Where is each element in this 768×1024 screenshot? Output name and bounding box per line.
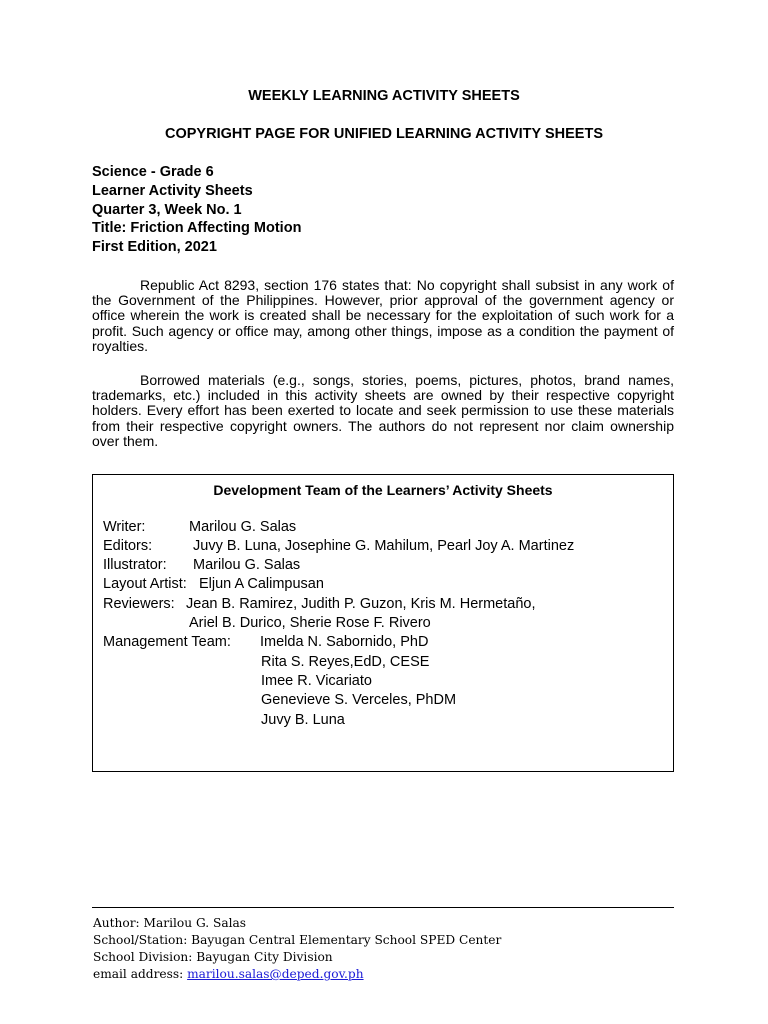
management-member: Rita S. Reyes,EdD, CESE	[261, 654, 430, 670]
management-row	[103, 634, 428, 650]
document-title: WEEKLY LEARNING ACTIVITY SHEETS	[248, 88, 520, 104]
reviewers-label: Reviewers:	[103, 596, 175, 612]
footer-divider	[92, 907, 674, 908]
management-member: Imelda N. Sabornido, PhD	[260, 634, 429, 650]
writer-label: Writer:	[103, 519, 146, 535]
meta-edition: First Edition, 2021	[92, 239, 217, 256]
borrowed-materials-paragraph	[92, 373, 674, 449]
document-meta	[92, 163, 301, 257]
reviewers-row-2	[189, 615, 431, 631]
borrowed-materials-text: Borrowed materials (e.g., songs, stories, poems, pictures, photos, brand names, trademarks, etc.) included in this activity sheets are owned by their respective copyright holders. Every effort has been exerted to locate and seek permission to use these materials from their respective copyright owners. The authors do not represent nor claim ownership over them.	[92, 372, 674, 449]
meta-subject: Science - Grade 6	[92, 164, 214, 180]
layout-artist-value: Eljun A Calimpusan	[199, 576, 324, 592]
management-member: Juvy B. Luna	[261, 712, 345, 728]
writer-value: Marilou G. Salas	[189, 519, 297, 535]
layout-artist-label: Layout Artist:	[103, 576, 187, 592]
illustrator-value: Marilou G. Salas	[193, 557, 301, 573]
editors-row	[103, 538, 574, 554]
management-member: Imee R. Vicariato	[261, 673, 372, 689]
development-team-heading: Development Team of the Learners’ Activity Sheets	[213, 482, 553, 498]
copyright-paragraph	[92, 278, 674, 354]
development-team-box	[92, 474, 674, 772]
meta-quarter: Quarter 3, Week No. 1	[92, 201, 242, 218]
email-link[interactable]: marilou.salas@deped.gov.ph	[187, 967, 364, 981]
management-member: Genevieve S. Verceles, PhDM	[261, 692, 457, 708]
footer-school: School/Station: Bayugan Central Elementary School SPED Center	[93, 933, 502, 947]
document-subtitle: COPYRIGHT PAGE FOR UNIFIED LEARNING ACTIVITY SHEETS	[165, 126, 603, 142]
meta-title: Title: Friction Affecting Motion	[92, 220, 302, 237]
copyright-text: Republic Act 8293, section 176 states that: No copyright shall subsist in any work of the Government of the Philippines. However, prior approval of the government agency or office wherein the work is created shall be necessary for the exploitation of such work for a profit. Such agency or office may, among other things, impose as a condition the payment of royalties.	[92, 277, 674, 354]
editors-value: Juvy B. Luna, Josephine G. Mahilum, Pearl Joy A. Martinez	[193, 538, 575, 554]
reviewers-value-2: Ariel B. Durico, Sherie Rose F. Rivero	[189, 615, 431, 631]
meta-type: Learner Activity Sheets	[92, 182, 253, 199]
writer-row	[103, 519, 296, 535]
layout-artist-row	[103, 576, 324, 592]
illustrator-label: Illustrator:	[103, 557, 167, 573]
illustrator-row	[103, 557, 300, 573]
footer-author: Author: Marilou G. Salas	[93, 916, 247, 930]
reviewers-row	[103, 596, 536, 612]
editors-label: Editors:	[103, 538, 153, 554]
management-label: Management Team:	[103, 634, 231, 650]
footer-division: School Division: Bayugan City Division	[93, 950, 333, 964]
reviewers-value-1: Jean B. Ramirez, Judith P. Guzon, Kris M. Hermetaño,	[186, 596, 536, 612]
footer-email-row	[93, 967, 364, 981]
footer-email-label: email address:	[93, 967, 188, 981]
